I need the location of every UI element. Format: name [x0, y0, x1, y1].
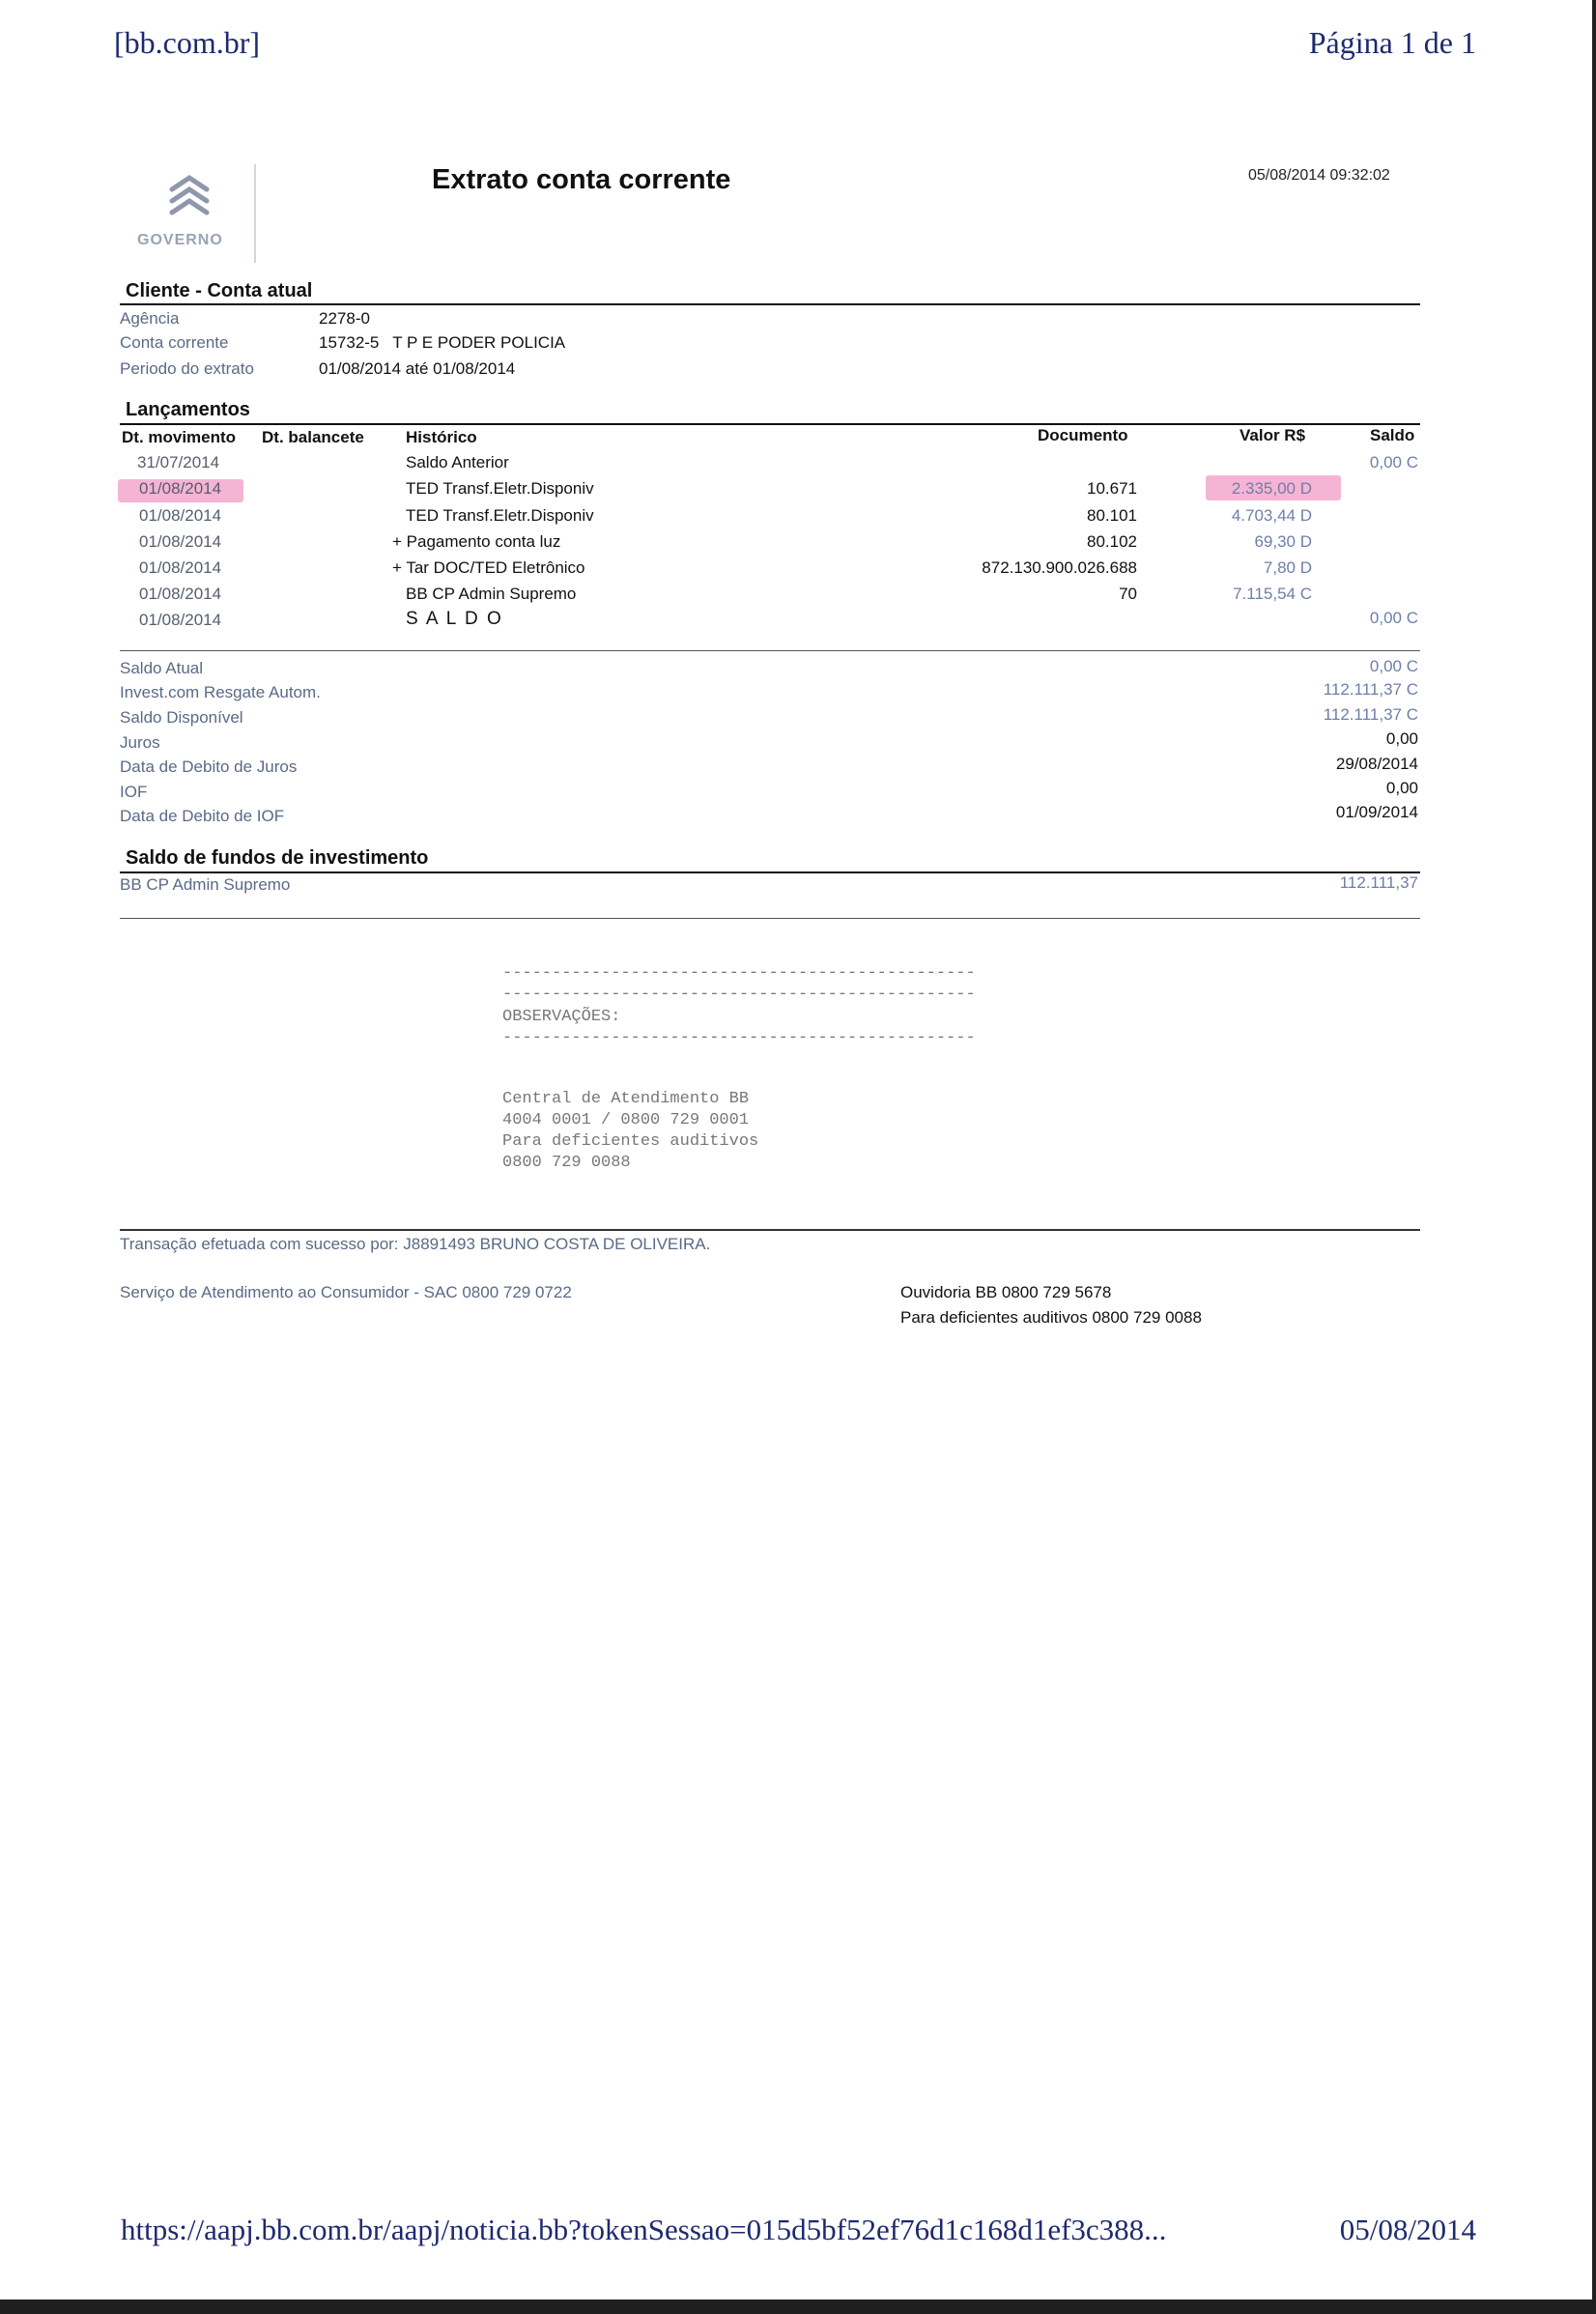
summary-value: 0,00 C [1369, 657, 1418, 675]
logo-text: GOVERNO [137, 232, 223, 248]
transaction-note [120, 1235, 710, 1254]
sac-note: Serviço de Atendimento ao Consumidor - SAC 0800 729 0722 [120, 1283, 572, 1301]
col-saldo: Saldo [1370, 426, 1415, 444]
dash-line: ------------------------------------------------ [502, 964, 976, 983]
ouvidoria-note: Ouvidoria BB 0800 729 5678 [900, 1283, 1112, 1301]
summary-label: Saldo Atual [120, 659, 204, 677]
col-documento: Documento [1038, 426, 1128, 444]
agencia-label: Agência [120, 309, 180, 328]
ouvidoria-deficientes: Para deficientes auditivos 0800 729 0088 [900, 1308, 1202, 1327]
bb-logo-icon [164, 172, 213, 225]
summary-label: IOF [120, 783, 148, 801]
dash-line: ------------------------------------------------ [502, 986, 976, 1004]
row-historico: + Pagamento conta luz [392, 532, 561, 551]
lancamentos-bottom-rule [120, 650, 1420, 651]
funds-rule [120, 871, 1420, 873]
central-phones: 4004 0001 / 0800 729 0001 [502, 1111, 750, 1129]
agencia-value: 2278-0 [319, 309, 370, 328]
row-date: 31/07/2014 [137, 453, 220, 471]
print-header-host: [bb.com.br] [114, 25, 261, 60]
fund-value: 112.111,37 [1339, 873, 1418, 892]
row-documento: 872.130.900.026.688 [982, 558, 1137, 577]
print-footer-url[interactable]: https://aapj.bb.com.br/aapj/noticia.bb?tokenSessao=015d5bf52ef76d1c168d1ef3c388... [121, 2213, 1167, 2246]
central-atendimento: Central de Atendimento BB [502, 1090, 750, 1108]
transaction-text: Transação efetuada com sucesso por: J8891493 BRUNO COSTA DE OLIVEIRA. [120, 1235, 711, 1253]
row-historico: S A L D O [406, 609, 503, 629]
row-date: 01/08/2014 [139, 506, 222, 525]
row-valor: 7,80 D [1263, 558, 1312, 577]
observacoes-label: OBSERVAÇÕES: [502, 1008, 621, 1026]
summary-value: 112.111,37 C [1323, 680, 1418, 699]
summary-value: 0,00 [1385, 729, 1418, 748]
funds-heading: Saldo de fundos de investimento [126, 847, 429, 869]
col-historico: Histórico [406, 428, 477, 446]
row-valor: 7.115,54 C [1233, 585, 1312, 603]
row-date: 01/08/2014 [139, 532, 222, 551]
row-date: 01/08/2014 [139, 558, 222, 577]
row-date: 01/08/2014 [139, 479, 222, 498]
conta-label: Conta corrente [120, 333, 229, 352]
col-dt-movimento: Dt. movimento [122, 428, 237, 446]
summary-label: Saldo Disponível [120, 708, 243, 727]
row-valor: 2.335,00 D [1231, 479, 1312, 498]
row-historico: TED Transf.Eletr.Disponiv [406, 506, 594, 525]
summary-value: 29/08/2014 [1335, 755, 1418, 773]
row-valor: 4.703,44 D [1231, 506, 1312, 525]
conta-value: 15732-5 T P E PODER POLICIA [319, 333, 566, 352]
print-header-page: Página 1 de 1 [1308, 25, 1476, 60]
periodo-label: Periodo do extrato [120, 359, 254, 378]
periodo-value: 01/08/2014 até 01/08/2014 [319, 359, 516, 378]
bank-logo [124, 164, 256, 263]
lancamentos-rule [120, 423, 1420, 425]
row-documento: 70 [1119, 585, 1137, 603]
lancamentos-heading: Lançamentos [126, 399, 250, 420]
footer-rule [120, 1229, 1420, 1231]
col-valor: Valor R$ [1240, 426, 1306, 444]
deficientes-label: Para deficientes auditivos [502, 1132, 759, 1151]
row-historico: + Tar DOC/TED Eletrônico [392, 558, 585, 577]
row-date: 01/08/2014 [139, 585, 222, 603]
client-rule [120, 303, 1420, 305]
summary-label: Data de Debito de Juros [120, 757, 298, 776]
client-heading: Cliente - Conta atual [126, 280, 313, 301]
row-documento: 80.101 [1087, 506, 1137, 525]
print-footer-date: 05/08/2014 [1339, 2213, 1476, 2246]
statement-datetime: 05/08/2014 09:32:02 [1248, 167, 1390, 184]
row-saldo: 0,00 C [1369, 453, 1418, 471]
summary-label: Invest.com Resgate Autom. [120, 683, 321, 701]
summary-value: 01/09/2014 [1335, 803, 1418, 821]
summary-label: Juros [120, 733, 160, 752]
row-documento: 80.102 [1087, 532, 1137, 551]
summary-value: 112.111,37 C [1323, 705, 1418, 724]
row-historico: Saldo Anterior [406, 453, 509, 471]
summary-label: Data de Debito de IOF [120, 807, 285, 825]
row-historico: TED Transf.Eletr.Disponiv [406, 479, 594, 498]
deficientes-phone: 0800 729 0088 [502, 1154, 631, 1172]
row-saldo: 0,00 C [1369, 609, 1418, 627]
fund-name: BB CP Admin Supremo [120, 875, 291, 894]
row-valor: 69,30 D [1254, 532, 1312, 551]
col-dt-balancete: Dt. balancete [262, 428, 364, 446]
row-historico: BB CP Admin Supremo [406, 585, 577, 603]
summary-value: 0,00 [1385, 779, 1418, 797]
dash-line: ------------------------------------------------ [502, 1029, 976, 1047]
row-documento: 10.671 [1087, 479, 1137, 498]
row-date: 01/08/2014 [139, 611, 222, 629]
page-title: Extrato conta corrente [432, 164, 731, 195]
funds-bottom-rule [120, 918, 1420, 919]
